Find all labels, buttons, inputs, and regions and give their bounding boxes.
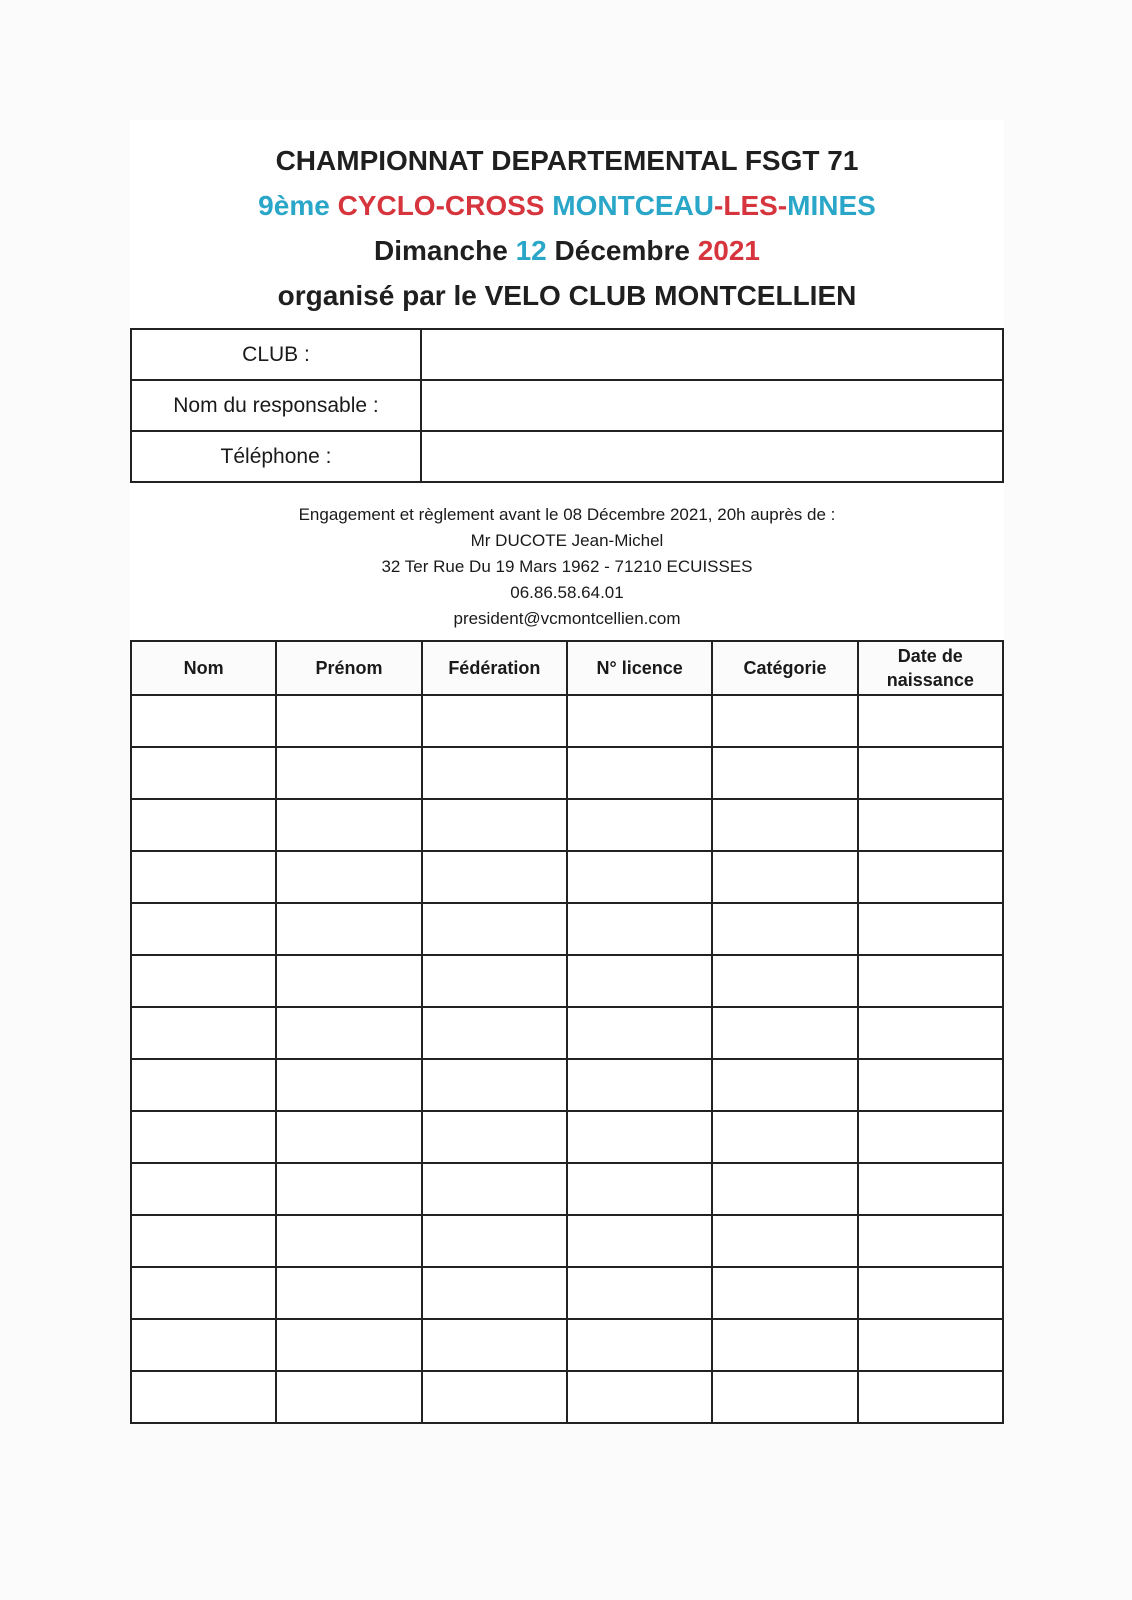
entry-cell[interactable] — [276, 1371, 421, 1423]
entry-cell[interactable] — [276, 1163, 421, 1215]
entry-cell[interactable] — [858, 747, 1003, 799]
race-date-part: 12 — [515, 235, 547, 266]
entry-cell[interactable] — [276, 1111, 421, 1163]
entry-cell[interactable] — [858, 1319, 1003, 1371]
entries-header-row — [131, 641, 1003, 695]
column-header-federation: Fédération — [422, 641, 567, 695]
entry-cell[interactable] — [422, 747, 567, 799]
entry-cell[interactable] — [276, 851, 421, 903]
entry-cell[interactable] — [858, 799, 1003, 851]
entry-cell[interactable] — [712, 799, 857, 851]
entry-cell[interactable] — [131, 955, 276, 1007]
contact-block — [130, 502, 1004, 632]
entry-cell[interactable] — [422, 799, 567, 851]
entry-cell[interactable] — [858, 903, 1003, 955]
telephone-label: Téléphone : — [131, 431, 421, 482]
contact-email: president@vcmontcellien.com — [453, 609, 681, 628]
entry-cell[interactable] — [422, 1111, 567, 1163]
entries-body — [131, 695, 1003, 1423]
entry-cell[interactable] — [858, 1215, 1003, 1267]
table-row — [131, 1007, 1003, 1059]
contact-address: 32 Ter Rue Du 19 Mars 1962 - 71210 ECUISSES — [381, 557, 753, 576]
entry-cell[interactable] — [276, 955, 421, 1007]
entry-cell[interactable] — [276, 903, 421, 955]
responsable-label: Nom du responsable : — [131, 380, 421, 431]
entry-cell[interactable] — [712, 1059, 857, 1111]
entry-cell[interactable] — [131, 1371, 276, 1423]
entry-cell[interactable] — [276, 747, 421, 799]
entry-cell[interactable] — [567, 903, 712, 955]
entry-cell[interactable] — [712, 1007, 857, 1059]
entry-cell[interactable] — [276, 1215, 421, 1267]
entry-cell[interactable] — [422, 955, 567, 1007]
column-header-prenom: Prénom — [276, 641, 421, 695]
championship-title: CHAMPIONNAT DEPARTEMENTAL FSGT 71 — [275, 145, 859, 176]
table-row — [131, 1319, 1003, 1371]
table-row — [131, 747, 1003, 799]
club-info-table — [130, 328, 1004, 483]
entry-cell[interactable] — [712, 1267, 857, 1319]
entry-cell[interactable] — [276, 799, 421, 851]
column-header-date-naissance: Date de naissance — [858, 641, 1003, 695]
race-title-part: CYCLO-CROSS — [337, 190, 553, 221]
entry-cell[interactable] — [858, 851, 1003, 903]
entry-cell[interactable] — [131, 695, 276, 747]
entry-cell[interactable] — [712, 695, 857, 747]
race-date-part: Dimanche — [373, 235, 516, 266]
entry-cell[interactable] — [422, 1371, 567, 1423]
entry-cell[interactable] — [276, 1007, 421, 1059]
entry-cell[interactable] — [567, 1215, 712, 1267]
entry-cell[interactable] — [858, 695, 1003, 747]
race-title-part: MINES — [787, 190, 876, 221]
entry-cell[interactable] — [131, 1111, 276, 1163]
table-row — [131, 903, 1003, 955]
entry-cell[interactable] — [712, 1215, 857, 1267]
entry-cell[interactable] — [567, 955, 712, 1007]
race-date-part: Décembre — [546, 235, 698, 266]
entry-cell[interactable] — [858, 1163, 1003, 1215]
entry-cell[interactable] — [131, 747, 276, 799]
entry-cell[interactable] — [712, 903, 857, 955]
entry-cell[interactable] — [567, 1059, 712, 1111]
organizer: organisé par le VELO CLUB MONTCELLIEN — [277, 280, 857, 311]
entry-cell[interactable] — [712, 955, 857, 1007]
entry-cell[interactable] — [276, 1267, 421, 1319]
entry-cell[interactable] — [131, 1267, 276, 1319]
entry-cell[interactable] — [858, 1007, 1003, 1059]
entry-cell[interactable] — [712, 1163, 857, 1215]
entry-cell[interactable] — [276, 695, 421, 747]
telephone-field[interactable] — [421, 431, 1003, 482]
entry-cell[interactable] — [131, 1319, 276, 1371]
table-row — [131, 851, 1003, 903]
entry-cell[interactable] — [422, 695, 567, 747]
entry-cell[interactable] — [131, 903, 276, 955]
club-field[interactable] — [421, 329, 1003, 380]
entry-cell[interactable] — [131, 1215, 276, 1267]
entry-cell[interactable] — [567, 1007, 712, 1059]
entry-cell[interactable] — [567, 1267, 712, 1319]
entry-cell[interactable] — [567, 747, 712, 799]
entry-cell[interactable] — [131, 1059, 276, 1111]
entry-cell[interactable] — [858, 1267, 1003, 1319]
entry-cell[interactable] — [567, 1319, 712, 1371]
table-row — [131, 1111, 1003, 1163]
entry-cell[interactable] — [422, 1059, 567, 1111]
table-row — [131, 1267, 1003, 1319]
entry-cell[interactable] — [422, 1267, 567, 1319]
race-title-part: 9ème — [258, 190, 338, 221]
entry-cell[interactable] — [276, 1059, 421, 1111]
column-header-licence: N° licence — [567, 641, 712, 695]
contact-name: Mr DUCOTE Jean-Michel — [470, 531, 664, 550]
race-date — [130, 228, 1004, 273]
contact-phone: 06.86.58.64.01 — [510, 583, 624, 602]
entry-cell[interactable] — [858, 1371, 1003, 1423]
table-row — [131, 1163, 1003, 1215]
responsable-field[interactable] — [421, 380, 1003, 431]
entry-cell[interactable] — [276, 1319, 421, 1371]
entry-cell[interactable] — [131, 1007, 276, 1059]
entry-cell[interactable] — [567, 1371, 712, 1423]
entry-cell[interactable] — [422, 903, 567, 955]
entry-cell[interactable] — [712, 1371, 857, 1423]
column-header-categorie: Catégorie — [712, 641, 857, 695]
entry-cell[interactable] — [858, 1059, 1003, 1111]
entry-cell[interactable] — [567, 799, 712, 851]
entry-cell[interactable] — [712, 851, 857, 903]
entry-cell[interactable] — [131, 851, 276, 903]
race-title-part: -LES- — [714, 190, 788, 221]
entry-cell[interactable] — [858, 1111, 1003, 1163]
entry-cell[interactable] — [131, 1163, 276, 1215]
telephone-row — [131, 431, 1003, 482]
table-row — [131, 955, 1003, 1007]
club-label: CLUB : — [131, 329, 421, 380]
table-row — [131, 1059, 1003, 1111]
entry-cell[interactable] — [858, 955, 1003, 1007]
deadline-text: Engagement et règlement avant le 08 Décembre 2021, 20h auprès de : — [298, 505, 836, 524]
table-row — [131, 799, 1003, 851]
entry-cell[interactable] — [567, 695, 712, 747]
table-row — [131, 1215, 1003, 1267]
club-row — [131, 329, 1003, 380]
entry-cell[interactable] — [567, 1111, 712, 1163]
entry-cell[interactable] — [422, 1319, 567, 1371]
race-title — [130, 183, 1004, 228]
form-header — [130, 138, 1004, 318]
race-date-part: 2021 — [697, 235, 761, 266]
table-row — [131, 1371, 1003, 1423]
entry-cell[interactable] — [422, 1007, 567, 1059]
responsable-row — [131, 380, 1003, 431]
entry-cell[interactable] — [567, 851, 712, 903]
entries-table — [130, 640, 1004, 1424]
entry-cell[interactable] — [422, 1215, 567, 1267]
entry-cell[interactable] — [422, 1163, 567, 1215]
entry-cell[interactable] — [712, 747, 857, 799]
race-title-part: MONTCEAU — [552, 190, 715, 221]
entry-cell[interactable] — [712, 1319, 857, 1371]
entry-cell[interactable] — [712, 1111, 857, 1163]
table-row — [131, 695, 1003, 747]
entry-cell[interactable] — [131, 799, 276, 851]
entry-cell[interactable] — [567, 1163, 712, 1215]
column-header-nom: Nom — [131, 641, 276, 695]
entry-cell[interactable] — [422, 851, 567, 903]
